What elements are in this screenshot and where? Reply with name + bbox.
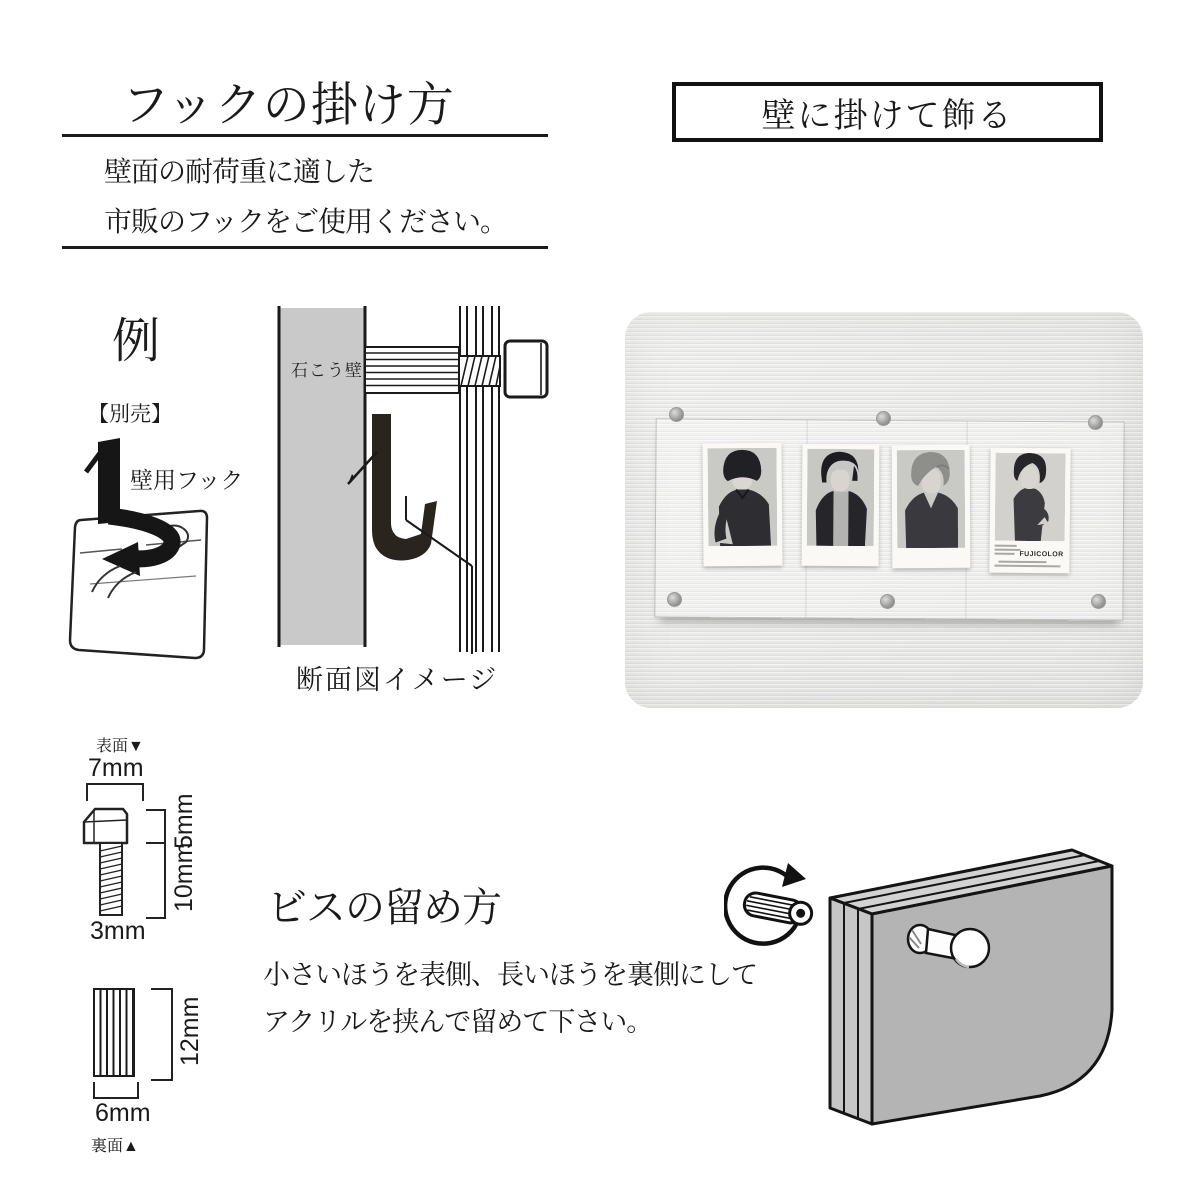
frame-screw	[1091, 594, 1106, 609]
screw-front-marker: 表面▼	[96, 738, 144, 755]
title-divider	[62, 134, 548, 137]
head-width-label: 7mm	[88, 754, 144, 782]
person-illustration	[897, 450, 966, 548]
plaster-wall-label: 石こう壁	[291, 361, 363, 380]
frame-screw	[669, 407, 684, 422]
example-label: 例	[112, 315, 161, 368]
wall-display-banner-label: 壁に掛けて飾る	[761, 96, 1014, 135]
hook-profile	[372, 414, 437, 560]
screw-length-bracket	[146, 809, 166, 919]
person-illustration	[807, 449, 875, 546]
bracket-tick	[146, 842, 164, 844]
wall-display-banner	[672, 82, 1103, 142]
usage-note-line2: 市販のフックをご使用ください。	[104, 206, 508, 237]
frame-screw	[876, 411, 891, 426]
film-back-print	[994, 544, 1064, 571]
sleeve-length-label: 12mm	[176, 996, 204, 1066]
page-title: フックの掛け方	[122, 78, 455, 131]
fastening-title: ビスの留め方	[267, 886, 501, 930]
usage-note-line1: 壁面の耐荷重に適した	[104, 156, 375, 187]
shaft-length-label: 10mm	[170, 842, 198, 912]
screw-head	[84, 809, 127, 843]
head-height-label: 5mm	[170, 793, 198, 849]
photo-card	[702, 443, 782, 567]
wall-photo	[625, 312, 1143, 708]
sleeve-length-bracket	[151, 988, 173, 1081]
frame-screw	[880, 594, 895, 609]
person-illustration	[708, 448, 778, 547]
film-back-card	[989, 448, 1070, 574]
sleeve-width-bracket	[93, 1082, 139, 1099]
panel-left-edge	[830, 898, 872, 1124]
screw-back-marker: 裏面▲	[91, 1138, 139, 1155]
frame-screw	[1088, 415, 1103, 430]
wall-hook-label: 壁用フック	[130, 467, 244, 493]
head-width-bracket	[86, 783, 144, 801]
arrow-head	[782, 863, 806, 887]
fastening-instruction-line2: アクリルを挟んで留めて下さい。	[263, 1007, 653, 1037]
note-divider	[62, 246, 548, 249]
back-sleeve-diagram	[93, 988, 135, 1077]
shaft-width-label: 3mm	[90, 917, 146, 945]
fastening-instruction-line1: 小さいほうを表側、長いほうを裏側にして	[263, 960, 757, 990]
photo-card	[802, 444, 880, 567]
cross-section-caption: 断面図イメージ	[296, 665, 499, 695]
cross-section-diagram	[260, 300, 550, 660]
frame-screw	[667, 592, 682, 607]
photo-card	[892, 445, 971, 568]
person-illustration	[995, 453, 1066, 542]
acrylic-panel-3d-illustration	[820, 842, 1154, 1152]
sold-separately-label: 【別売】	[88, 403, 172, 426]
sleeve-width-label: 6mm	[95, 1099, 151, 1127]
fujicolor-logo-text: FUJICOLOR	[1019, 550, 1064, 559]
leader-line	[406, 496, 472, 654]
